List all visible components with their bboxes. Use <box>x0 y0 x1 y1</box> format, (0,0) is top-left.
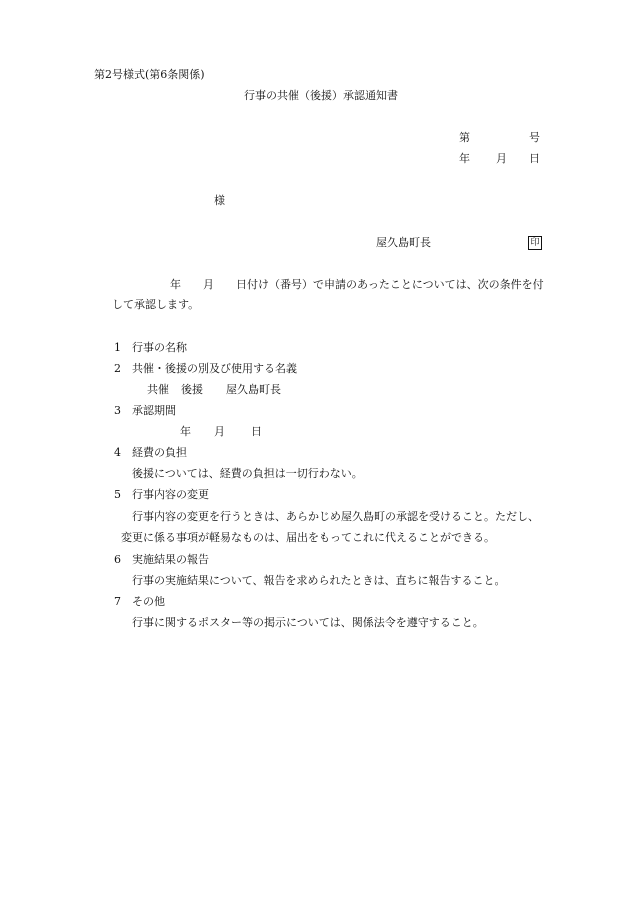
item-title: 行事の名称 <box>132 341 187 354</box>
doc-date-day: 日 <box>529 152 540 165</box>
intro-year: 年 <box>170 278 181 291</box>
period-year: 年 <box>180 425 191 438</box>
intro-month: 月 <box>203 278 214 291</box>
item-body: 行事の実施結果について、報告を求められたときは、直ちに報告すること。 <box>132 574 506 587</box>
kyosai-label: 共催 <box>147 383 169 396</box>
item-title: 共催・後援の別及び使用する名義 <box>132 362 297 375</box>
issuer-name: 屋久島町長 <box>376 236 431 249</box>
item-number: 4 <box>114 446 121 459</box>
item-number: 3 <box>114 404 121 417</box>
period-day: 日 <box>251 425 262 438</box>
item-number: 2 <box>114 362 121 375</box>
item-body-line2: 変更に係る事項が軽易なものは、届出をもってこれに代えることができる。 <box>121 531 495 544</box>
doc-date-month: 月 <box>496 152 507 165</box>
item-title: 行事内容の変更 <box>132 488 209 501</box>
doc-number-prefix: 第 <box>459 131 470 144</box>
item-title: 実施結果の報告 <box>132 553 209 566</box>
item-body: 行事内容の変更を行うときは、あらかじめ屋久島町の承認を受けること。ただし、 <box>132 510 539 523</box>
item-title: 承認期間 <box>132 404 176 417</box>
intro-text: 日付け（番号）で申請のあったことについては、次の条件を付 <box>236 278 544 291</box>
item-title: 経費の負担 <box>132 446 187 459</box>
form-label: 第2号様式(第6条関係) <box>94 68 205 81</box>
item-title: その他 <box>132 595 165 608</box>
intro-text-line2: して承認します。 <box>112 298 200 311</box>
doc-date-year: 年 <box>459 152 470 165</box>
item-number: 6 <box>114 553 121 566</box>
addressee-honorific: 様 <box>214 194 225 207</box>
koen-label: 後援 <box>181 383 203 396</box>
item-body: 行事に関するポスター等の掲示については、関係法令を遵守すること。 <box>132 616 484 629</box>
meigi-name: 屋久島町長 <box>226 383 281 396</box>
item-number: 5 <box>114 488 121 501</box>
seal-mark: 印 <box>528 236 542 250</box>
period-month: 月 <box>214 425 225 438</box>
doc-number-suffix: 号 <box>529 131 540 144</box>
item-body: 後援については、経費の負担は一切行わない。 <box>132 467 363 480</box>
item-number: 7 <box>114 595 121 608</box>
document-title: 行事の共催（後援）承認通知書 <box>244 89 398 102</box>
item-number: 1 <box>114 341 121 354</box>
